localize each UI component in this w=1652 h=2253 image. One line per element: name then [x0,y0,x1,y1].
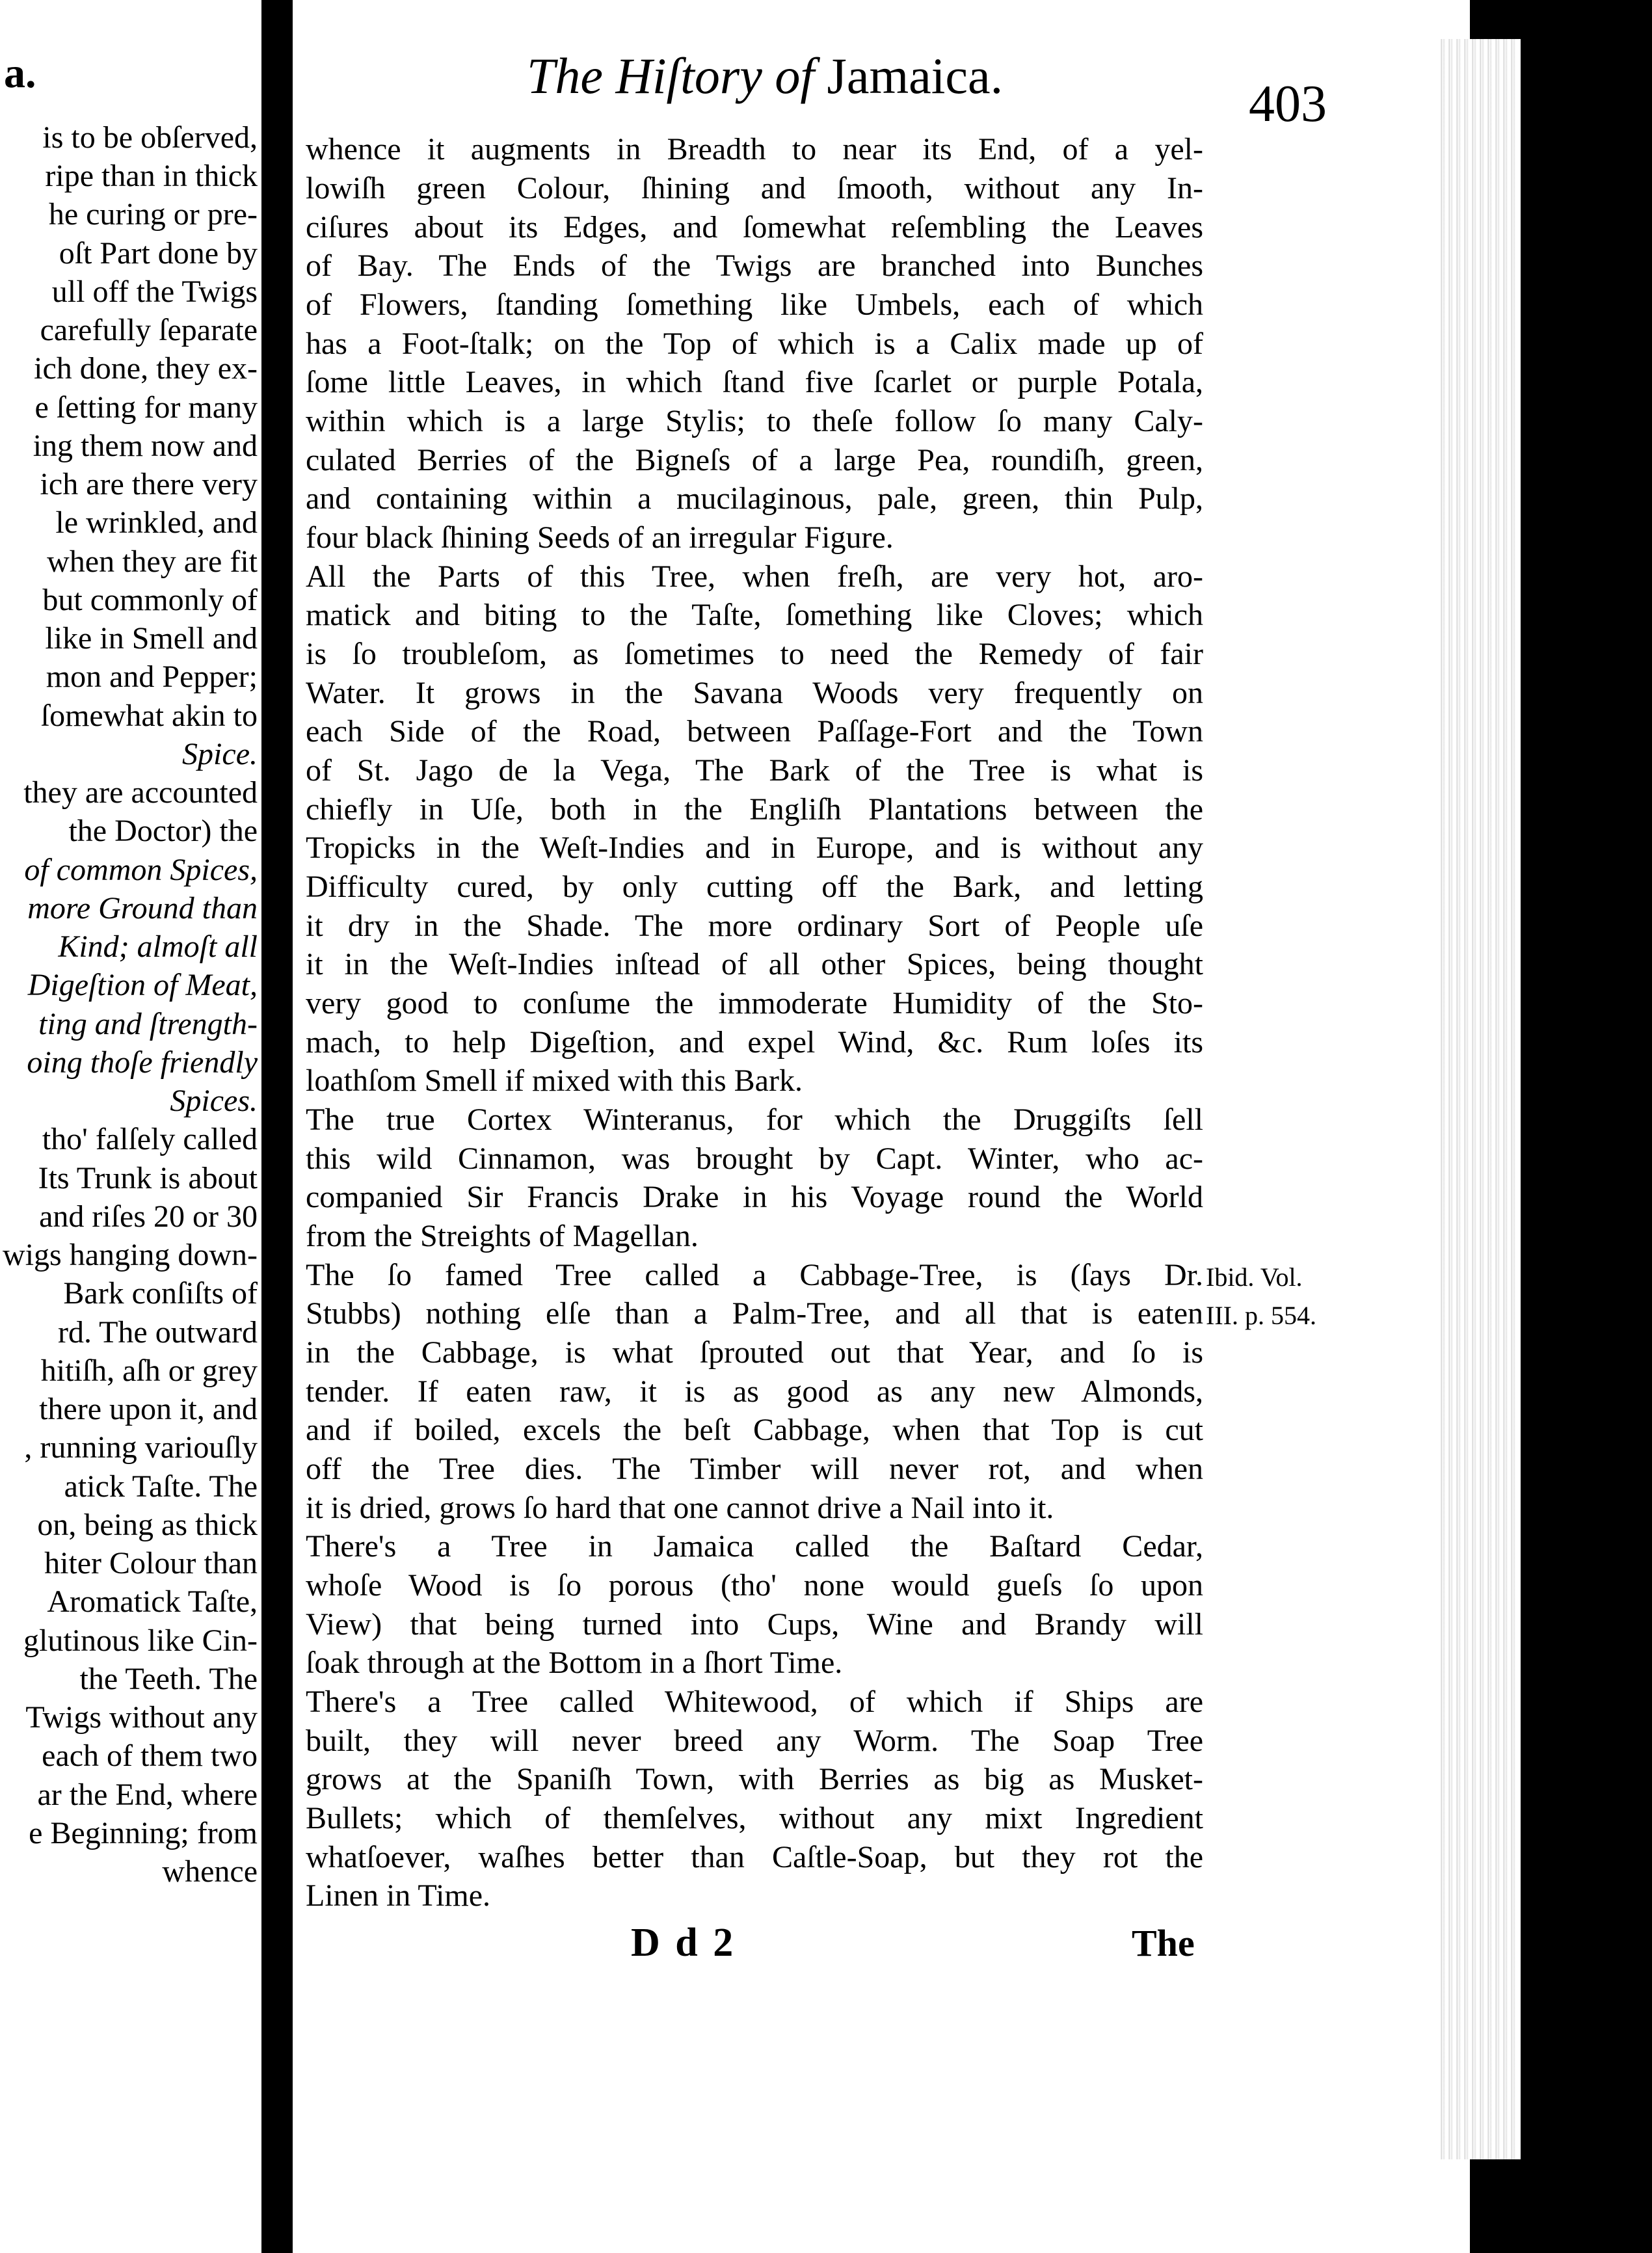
left-page-line: Aromatick Taſte, [47,1584,258,1619]
text-line: in the Cabbage, is what ſprouted out that Year, and ſo is [306,1335,1203,1370]
text-line: off the Tree dies. The Timber will never rot, and when [306,1452,1203,1486]
text-line: four black ſhining Seeds of an irregular Figure. [306,520,894,555]
left-page-line: ſomewhat akin to [40,699,258,733]
margin-note-ibid: Ibid. Vol. [1206,1262,1303,1292]
left-page-line: oſt Part done by [59,236,258,271]
left-page-line: e Beginning; from [29,1816,258,1850]
left-page-line: each of them two [42,1739,258,1773]
running-title-roman: Jamaica. [814,47,1004,104]
text-line: ſoak through at the Bottom in a ſhort Time. [306,1646,843,1680]
page-edges-decoration [1437,39,1521,2159]
text-line: whatſoever, waſhes better than Caſtle-Soap, but they rot the [306,1840,1203,1874]
left-page-line: more Ground than [27,891,258,926]
left-page-line: is to be obſerved, [42,120,258,155]
book-gutter [261,0,293,2253]
text-line: has a Foot-ſtalk; on the Top of which is a Calix made up of [306,327,1203,361]
text-line: and containing within a mucilaginous, pale, green, thin Pulp, [306,481,1203,516]
left-page-line: Bark conſiſts of [63,1276,258,1311]
left-page-line: he curing or pre- [48,197,258,232]
text-line: Stubbs) nothing elſe than a Palm-Tree, and all that is eaten [306,1296,1203,1331]
text-line: Tropicks in the Weſt-Indies and in Europe, and is without any [306,831,1203,865]
left-page-line: hiter Colour than [44,1546,258,1580]
signature-mark: D d 2 [631,1921,736,1965]
text-line: this wild Cinnamon, was brought by Capt. Winter, who ac- [306,1141,1203,1176]
left-page-line: oing thoſe friendly [27,1045,258,1080]
left-page-line: ich are there very [40,467,258,501]
facing-page-left [0,0,261,2253]
text-line: built, they will never breed any Worm. The Soap Tree [306,1724,1203,1758]
margin-note-reference: III. p. 554. [1206,1301,1316,1330]
text-line: whence it augments in Breadth to near its End, of a yel- [306,132,1203,167]
text-line: whoſe Wood is ſo porous (tho' none would gueſs ſo upon [306,1568,1203,1603]
text-line: within which is a large Stylis; to theſe follow ſo many Caly- [306,404,1203,438]
page-number: 403 [1249,75,1327,133]
text-line: of Flowers, ſtanding ſomething like Umbels, each of which [306,287,1203,322]
left-page-line: ull off the Twigs [51,274,258,309]
left-page-line: Kind; almoſt all [58,929,258,964]
left-page-line: le wrinkled, and [55,505,258,540]
text-line: ſome little Leaves, in which ſtand five ſcarlet or purple Potala, [306,365,1203,399]
left-page-line: tho' falſely called [42,1122,258,1156]
left-page-line: but commonly of [42,583,258,617]
left-page-line: , running variouſly [24,1430,258,1465]
left-page-line: of common Spices, [24,853,258,887]
left-page-line: carefully ſeparate [40,313,258,347]
left-page-line: atick Taſte. The [64,1469,258,1504]
text-line: Water. It grows in the Savana Woods very frequently on [306,676,1203,710]
text-line: loathſom Smell if mixed with this Bark. [306,1063,803,1098]
text-line: very good to conſume the immoderate Humidity of the Sto- [306,986,1203,1020]
left-page-line: there upon it, and [39,1392,258,1426]
left-page-line: the Teeth. The [79,1662,258,1696]
text-line: of St. Jago de la Vega, The Bark of the Tree is what is [306,753,1203,788]
left-page-line: wigs hanging down- [3,1238,258,1272]
text-line: mach, to help Digeſtion, and expel Wind, &c. Rum loſes its [306,1025,1203,1060]
text-line: ciſures about its Edges, and ſomewhat reſembling the Leaves [306,210,1203,245]
left-page-line: ar the End, where [37,1778,258,1812]
text-line: The true Cortex Winteranus, for which the Druggiſts ſell [306,1102,1203,1137]
text-line: grows at the Spaniſh Town, with Berries as big as Musket- [306,1762,1203,1796]
left-page-line: like in Smell and [45,621,258,656]
left-page-line: and riſes 20 or 30 [39,1199,258,1234]
text-line: matick and biting to the Taſte, ſomething like Cloves; which [306,598,1203,632]
text-line: There's a Tree called Whitewood, of which if Ships are [306,1685,1203,1719]
left-page-line: rd. The outward [57,1315,258,1350]
text-line: Linen in Time. [306,1878,491,1913]
left-page-line: Digeſtion of Meat, [27,968,258,1002]
left-page-line: Its Trunk is about [38,1161,258,1195]
text-line: Difficulty cured, by only cutting off the Bark, and letting [306,870,1203,904]
text-line: is ſo troubleſom, as ſometimes to need the Remedy of fair [306,637,1203,671]
left-page-line: ripe than in thick [45,159,258,193]
left-page-line: they are accounted [23,775,258,810]
left-page-heading-fragment: a. [4,49,36,97]
left-page-line: glutinous like Cin- [23,1623,258,1658]
text-line: culated Berries of the Bigneſs of a large Pea, roundiſh, green, [306,443,1203,477]
text-line: each Side of the Road, between Paſſage-Fort and the Town [306,714,1203,749]
left-page-line: e ſetting for many [34,390,258,425]
text-line: All the Parts of this Tree, when freſh, are very hot, aro- [306,559,1203,594]
left-page-line: whence [162,1854,258,1889]
text-line: There's a Tree in Jamaica called the Baſtard Cedar, [306,1529,1203,1564]
text-line: and if boiled, excels the beſt Cabbage, when that Top is cut [306,1413,1203,1447]
text-line: Bullets; which of themſelves, without any mixt Ingredient [306,1801,1203,1835]
text-line: companied Sir Francis Drake in his Voyage round the World [306,1180,1203,1214]
left-page-line: ting and ſtrength- [38,1007,258,1041]
left-page-line: when they are fit [47,544,258,579]
text-line: it in the Weſt-Indies inſtead of all other Spices, being thought [306,947,1203,981]
text-line: tender. If eaten raw, it is as good as any new Almonds, [306,1374,1203,1409]
running-title [527,47,1003,105]
catchword: The [1132,1922,1195,1964]
left-page-line: ing them now and [33,429,258,463]
left-page-line: hitiſh, aſh or grey [40,1353,258,1388]
left-page-line: the Doctor) the [68,814,258,848]
text-line: from the Streights of Magellan. [306,1219,699,1253]
left-page-line: Twigs without any [25,1700,258,1735]
text-line: lowiſh green Colour, ſhining and ſmooth, without any In- [306,171,1203,206]
left-page-line: ich done, they ex- [34,351,258,386]
left-page-line: Spice. [182,737,258,771]
left-page-line: mon and Pepper; [46,660,258,694]
left-page-line: on, being as thick [37,1508,258,1542]
text-line: of Bay. The Ends of the Twigs are branched into Bunches [306,248,1203,283]
text-line: The ſo famed Tree called a Cabbage-Tree, is (ſays Dr. [306,1258,1203,1292]
text-line: it is dried, grows ſo hard that one cannot drive a Nail into it. [306,1491,1054,1525]
left-page-line: Spices. [170,1084,258,1118]
running-title-italic: The Hiſtory of [527,47,814,104]
text-line: it dry in the Shade. The more ordinary Sort of People uſe [306,909,1203,943]
page-403 [293,0,1470,2253]
text-line: View) that being turned into Cups, Wine and Brandy will [306,1607,1203,1642]
text-line: chiefly in Uſe, both in the Engliſh Plantations between the [306,792,1203,827]
